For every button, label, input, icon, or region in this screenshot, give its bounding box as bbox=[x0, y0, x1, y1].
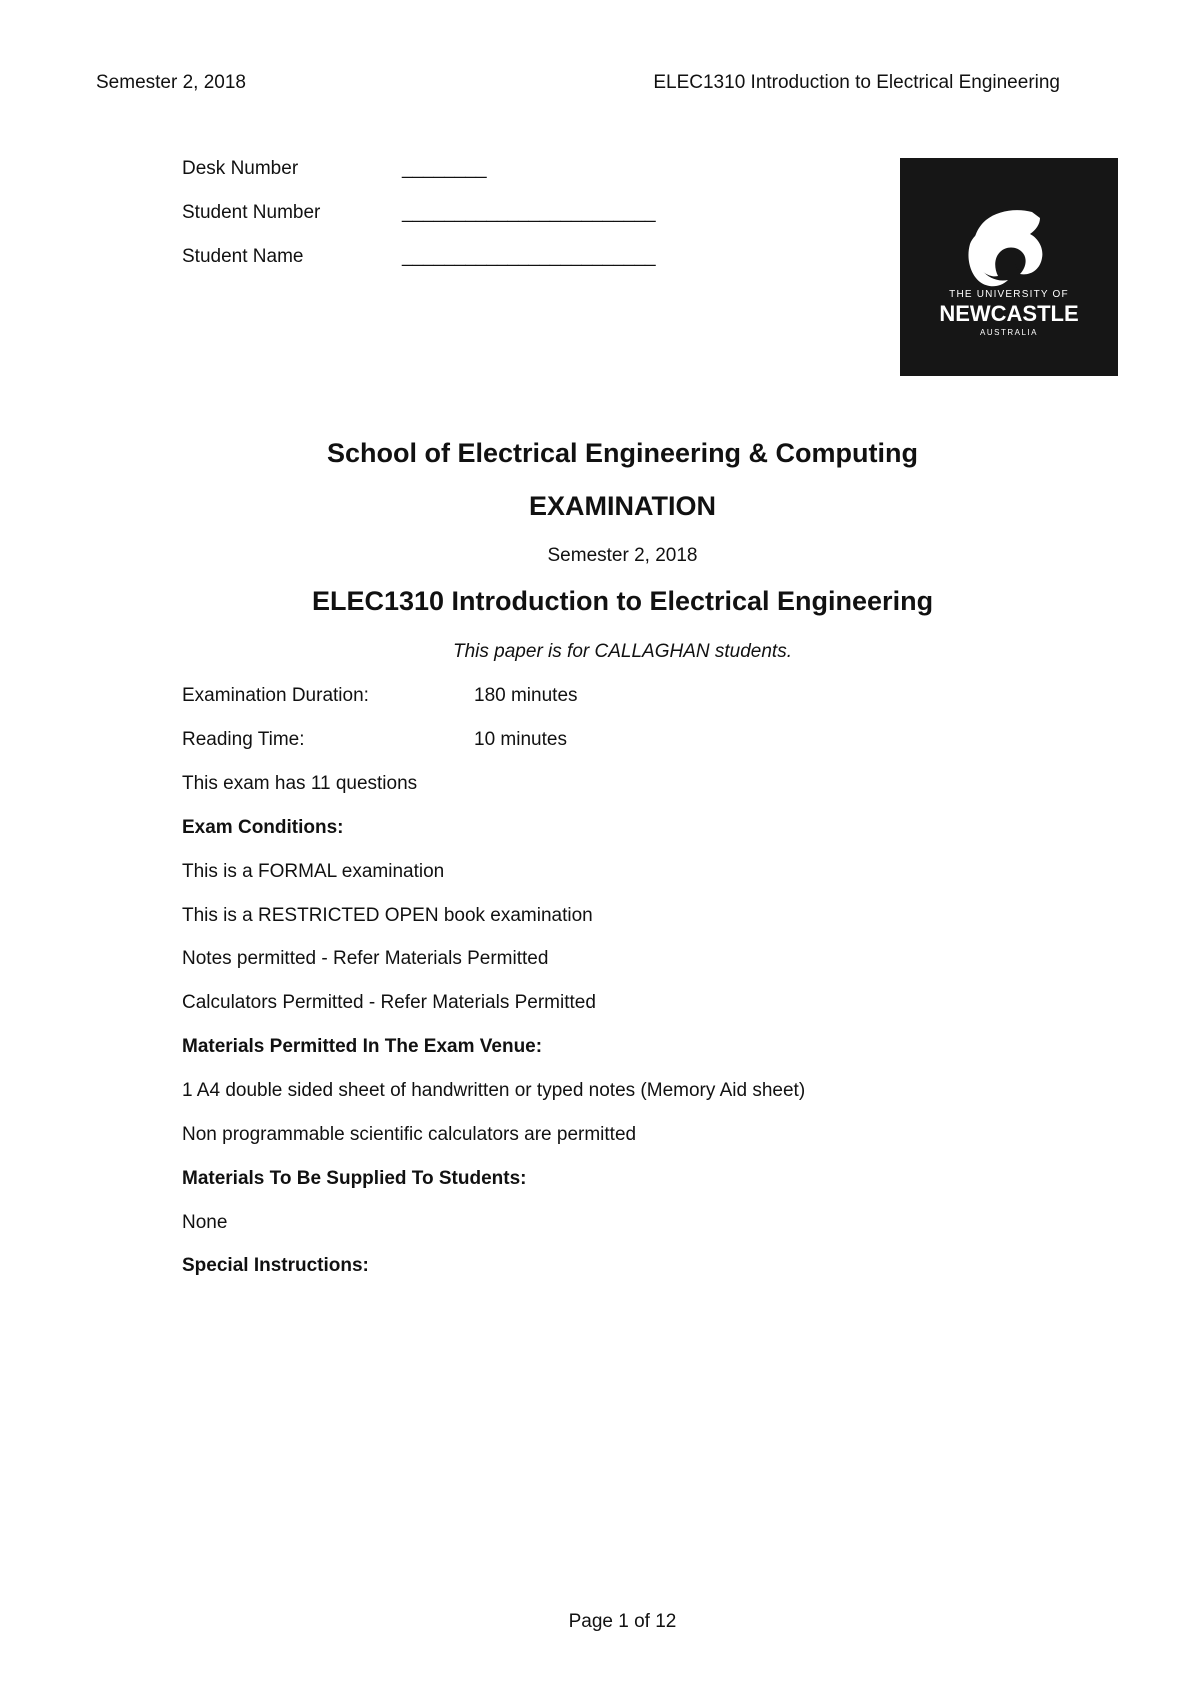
header-course: ELEC1310 Introduction to Electrical Engineering bbox=[653, 72, 1060, 93]
student-name-blank: ________________________ bbox=[402, 246, 656, 267]
header-semester: Semester 2, 2018 bbox=[96, 72, 246, 93]
student-number-blank: ________________________ bbox=[402, 202, 656, 223]
reading-time-row bbox=[182, 729, 567, 751]
duration-row bbox=[182, 685, 578, 707]
duration-value: 180 minutes bbox=[474, 685, 578, 706]
duration-label: Examination Duration: bbox=[182, 685, 369, 706]
material-item: Non programmable scientific calculators are permitted bbox=[182, 1124, 637, 1145]
supplied-heading: Materials To Be Supplied To Students: bbox=[182, 1168, 527, 1189]
course-title: ELEC1310 Introduction to Electrical Engineering bbox=[311, 586, 934, 616]
logo-line2: NEWCASTLE bbox=[939, 301, 1079, 326]
question-count: This exam has 11 questions bbox=[182, 773, 418, 794]
desk-number-row bbox=[182, 158, 487, 180]
logo-line3: AUSTRALIA bbox=[980, 328, 1038, 337]
student-name-label: Student Name bbox=[182, 246, 304, 267]
school-title: School of Electrical Engineering & Computing bbox=[326, 438, 919, 468]
condition-item: Calculators Permitted - Refer Materials Permitted bbox=[182, 992, 596, 1013]
student-number-row bbox=[182, 202, 656, 224]
reading-time-label: Reading Time: bbox=[182, 729, 305, 750]
paper-audience: This paper is for CALLAGHAN students. bbox=[453, 641, 792, 662]
university-logo bbox=[900, 158, 1118, 376]
desk-number-label: Desk Number bbox=[182, 158, 299, 179]
supplied-item: None bbox=[182, 1212, 228, 1233]
page-number: Page 1 of 12 bbox=[568, 1611, 677, 1632]
condition-item: Notes permitted - Refer Materials Permitted bbox=[182, 948, 549, 969]
logo-line1: THE UNIVERSITY OF bbox=[949, 289, 1069, 300]
special-instructions-heading: Special Instructions: bbox=[182, 1255, 369, 1276]
desk-number-blank: ________ bbox=[402, 158, 487, 179]
student-number-label: Student Number bbox=[182, 202, 321, 223]
condition-item: This is a RESTRICTED OPEN book examination bbox=[182, 905, 593, 926]
exam-title: EXAMINATION bbox=[529, 491, 716, 521]
material-item: 1 A4 double sided sheet of handwritten or typed notes (Memory Aid sheet) bbox=[182, 1080, 806, 1101]
semester-line: Semester 2, 2018 bbox=[547, 545, 698, 566]
student-name-row bbox=[182, 246, 656, 268]
condition-item: This is a FORMAL examination bbox=[182, 861, 445, 882]
reading-time-value: 10 minutes bbox=[474, 729, 567, 750]
conditions-heading: Exam Conditions: bbox=[182, 817, 344, 838]
seahorse-crest-icon bbox=[900, 158, 1118, 376]
materials-heading: Materials Permitted In The Exam Venue: bbox=[182, 1036, 543, 1057]
